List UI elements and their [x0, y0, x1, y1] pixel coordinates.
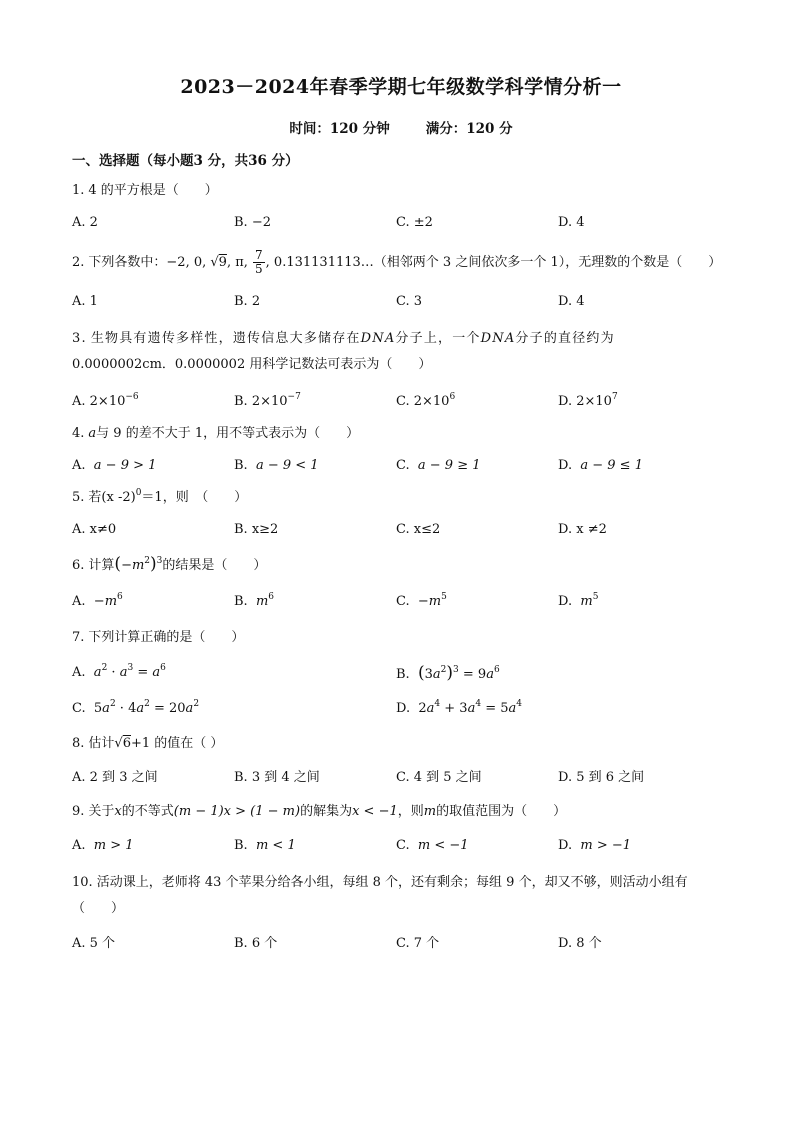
exam-title: 2023－2024年春季学期七年级数学科学情分析一 — [180, 76, 622, 98]
option-b[interactable]: B. 3 到 4 之间 — [234, 770, 320, 785]
option-a[interactable]: A. 1 — [72, 294, 98, 309]
option-a[interactable]: A. m > 1 — [72, 838, 134, 853]
question-2: 2. 下列各数中：−2, 0, √9, π, $\frac{7}{5}$ , 0.131131113…（相邻两个 3 之间依次多一个 1），无理数的个数是（ ） — [72, 248, 722, 276]
option-c[interactable]: C. 7 个 — [396, 936, 440, 951]
question-1-options — [72, 213, 730, 233]
option-c[interactable]: C. 4 到 5 之间 — [396, 770, 482, 785]
option-d[interactable]: D. a − 9 ≤ 1 — [558, 458, 643, 473]
option-b[interactable]: B. −2 — [234, 215, 271, 230]
option-b[interactable]: B. $2\times 10^{-7}$ — [234, 392, 301, 409]
option-d[interactable]: D. $2\times 10^7$ — [558, 392, 618, 409]
option-c[interactable]: C. m < −1 — [396, 838, 469, 853]
question-5-options — [72, 520, 730, 540]
sqrt-9: 9 — [218, 255, 227, 270]
option-a[interactable]: A. x≠0 — [72, 522, 117, 537]
question-1: 1. 4 的平方根是（ ） — [72, 183, 218, 198]
option-a[interactable]: A. 2 — [72, 215, 98, 230]
option-c[interactable]: C. 3 — [396, 294, 423, 309]
option-c[interactable]: C. $2\times 10^6$ — [396, 392, 456, 409]
option-a[interactable]: A. a − 9 > 1 — [72, 458, 157, 473]
time-label: 时间：120 分钟 — [289, 121, 390, 137]
option-d[interactable]: D. m > −1 — [558, 838, 632, 853]
question-7-options-row2 — [72, 698, 730, 720]
section-heading: 一、选择题（每小题3 分，共36 分） — [72, 153, 299, 169]
question-3-options — [72, 392, 730, 412]
option-d[interactable]: D. $2a^4 + 3a^4 = 5a^4$ — [396, 699, 523, 716]
option-b[interactable]: B. $(3a^2)^3 = 9a^6$ — [396, 663, 500, 683]
option-c[interactable]: C. $-m^5$ — [396, 592, 447, 609]
question-10-options — [72, 934, 730, 954]
question-10: 10. 活动课上，老师将 43 个苹果分给各小组，每组 8 个，还有剩余；每组 9 个，却又不够，则活动小组有 （ ） — [72, 875, 688, 916]
option-c[interactable]: C. a − 9 ≥ 1 — [396, 458, 481, 473]
option-b[interactable]: B. 6 个 — [234, 936, 278, 951]
option-d[interactable]: D. 5 到 6 之间 — [558, 770, 645, 785]
option-c[interactable]: C. $5a^2 \cdot 4a^2 = 20a^2$ — [72, 699, 200, 716]
option-b[interactable]: B. 2 — [234, 294, 261, 309]
option-d[interactable]: D. x ≠2 — [558, 522, 607, 537]
sqrt-6: 6 — [122, 736, 131, 751]
option-c[interactable]: C. x≤2 — [396, 522, 441, 537]
option-c[interactable]: C. ±2 — [396, 215, 433, 230]
exam-info — [72, 117, 730, 137]
question-2-options — [72, 292, 730, 312]
option-a[interactable]: A. 2 到 3 之间 — [72, 770, 158, 785]
option-b[interactable]: B. a − 9 < 1 — [234, 458, 319, 473]
option-d[interactable]: D. 8 个 — [558, 936, 602, 951]
option-a[interactable]: A. $a^2 \cdot a^3 = a^6$ — [72, 663, 166, 680]
question-9-options — [72, 836, 730, 856]
option-b[interactable]: B. $m^6$ — [234, 592, 275, 609]
question-7-options-row1 — [72, 662, 730, 686]
option-d[interactable]: D. 4 — [558, 215, 585, 230]
score-label: 满分：120 分 — [425, 121, 513, 137]
question-8: 8. 估计√6+1 的值在（ ） — [72, 736, 224, 751]
question-3: 3. 生物具有遗传多样性，遗传信息大多储存在DNA分子上，一个DNA分子的直径约为 0.0000002cm．0.0000002 用科学记数法可表示为（ ） — [72, 331, 615, 372]
question-8-options — [72, 768, 730, 788]
fraction-7-5: $\frac{7}{5}$ — [255, 248, 263, 276]
question-9: 9. 关于x的不等式(m − 1)x > (1 − m)的解集为x < −1，则m的取值范围为（ ） — [72, 804, 567, 819]
question-stem: 4 的平方根是（ ） — [88, 183, 218, 198]
option-a[interactable]: A. 5 个 — [72, 936, 116, 951]
question-4: 4. a与 9 的差不大于 1，用不等式表示为（ ） — [72, 426, 360, 441]
question-6-options — [72, 592, 730, 612]
option-a[interactable]: A. $2\times 10^{-6}$ — [72, 392, 139, 409]
option-a[interactable]: A. $-m^6$ — [72, 592, 123, 609]
question-7: 7. 下列计算正确的是（ ） — [72, 630, 245, 645]
question-5: 5. 若(x -2)$^0$＝1，则 （ ） — [72, 488, 248, 505]
question-4-options — [72, 456, 730, 476]
option-d[interactable]: D. 4 — [558, 294, 585, 309]
option-b[interactable]: B. x≥2 — [234, 522, 279, 537]
option-b[interactable]: B. m < 1 — [234, 838, 296, 853]
option-d[interactable]: D. $m^5$ — [558, 592, 599, 609]
question-6: 6. 计算$(-m^2)^3$的结果是（ ） — [72, 554, 267, 574]
